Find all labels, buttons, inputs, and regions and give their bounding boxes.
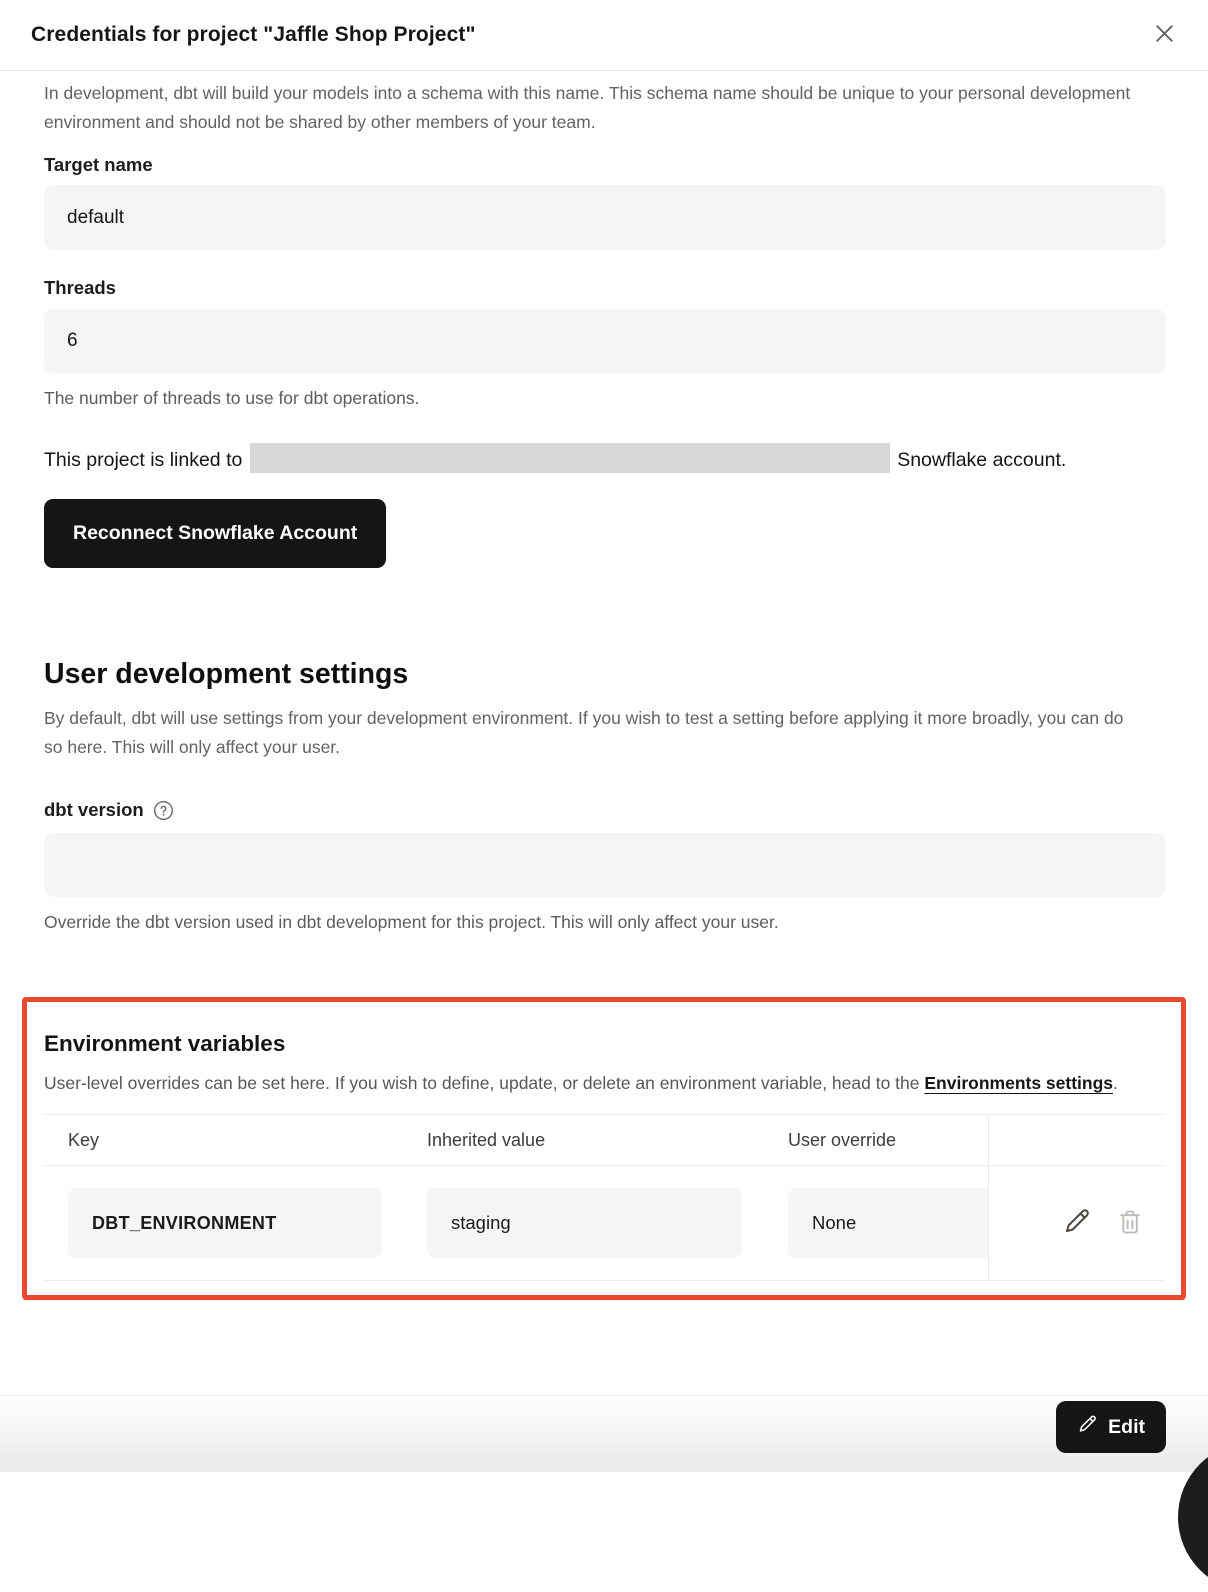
table-header-row — [44, 1114, 1164, 1166]
dbt-version-label: dbt version — [44, 799, 144, 820]
column-header-user-override: User override — [788, 1129, 897, 1150]
environments-settings-link[interactable]: Environments settings — [924, 1073, 1114, 1093]
close-icon — [1151, 20, 1178, 50]
intro-text: In development, dbt will build your models into a schema with this name. This schema name should be unique to your personal development environment and should not be shared by other members of your team. — [44, 83, 1131, 132]
column-header-key: Key — [68, 1129, 100, 1150]
user-dev-settings-heading: User development settings — [44, 658, 409, 690]
trash-icon — [1116, 1208, 1144, 1239]
env-var-inherited-value: staging — [427, 1188, 742, 1258]
user-dev-settings-description: By default, dbt will use settings from your development environment. If you wish to test a setting before applying it more broadly, you can do so here. This will only affect your user. — [44, 708, 1124, 757]
environment-variables-table — [44, 1114, 1164, 1281]
env-desc-period: . — [1113, 1073, 1118, 1093]
modal-footer — [0, 1395, 1208, 1472]
redacted-account-name — [250, 443, 890, 473]
pencil-icon — [1062, 1207, 1092, 1240]
environment-variables-description — [44, 1068, 1154, 1098]
edit-row-button[interactable] — [1062, 1207, 1092, 1240]
environment-variables-heading: Environment variables — [44, 1031, 286, 1056]
target-name-label: Target name — [44, 154, 153, 175]
edit-button[interactable] — [1056, 1401, 1166, 1453]
help-icon[interactable] — [153, 800, 174, 821]
table-row — [44, 1166, 1164, 1281]
modal-header — [0, 0, 1208, 71]
environment-variables-section — [22, 997, 1186, 1300]
threads-label: Threads — [44, 277, 116, 298]
linked-account-text — [44, 442, 1144, 478]
linked-account-suffix: Snowflake account. — [897, 449, 1067, 471]
column-header-actions — [988, 1115, 1164, 1165]
linked-account-prefix: This project is linked to — [44, 449, 243, 471]
env-var-user-override-value: None — [788, 1188, 988, 1258]
close-button[interactable] — [1146, 17, 1182, 53]
modal-title: Credentials for project "Jaffle Shop Project" — [31, 23, 476, 46]
dbt-version-label-row — [44, 799, 1166, 821]
threads-helper: The number of threads to use for dbt operations. — [44, 388, 420, 408]
dbt-version-helper: Override the dbt version used in dbt development for this project. This will only affect your user. — [44, 912, 779, 932]
env-var-key-value: DBT_ENVIRONMENT — [68, 1188, 382, 1258]
target-name-input[interactable] — [44, 185, 1166, 250]
edit-pencil-icon — [1077, 1414, 1098, 1441]
row-actions — [988, 1166, 1164, 1280]
edit-button-label: Edit — [1108, 1415, 1145, 1438]
modal-body — [0, 79, 1208, 933]
threads-input[interactable] — [44, 309, 1166, 373]
reconnect-snowflake-button[interactable]: Reconnect Snowflake Account — [44, 499, 386, 568]
column-header-inherited-value: Inherited value — [427, 1129, 546, 1150]
env-desc-text: User-level overrides can be set here. If you wish to define, update, or delete an environment variable, head to the — [44, 1073, 925, 1093]
delete-row-button[interactable] — [1116, 1208, 1144, 1239]
dbt-version-input[interactable] — [44, 833, 1166, 897]
